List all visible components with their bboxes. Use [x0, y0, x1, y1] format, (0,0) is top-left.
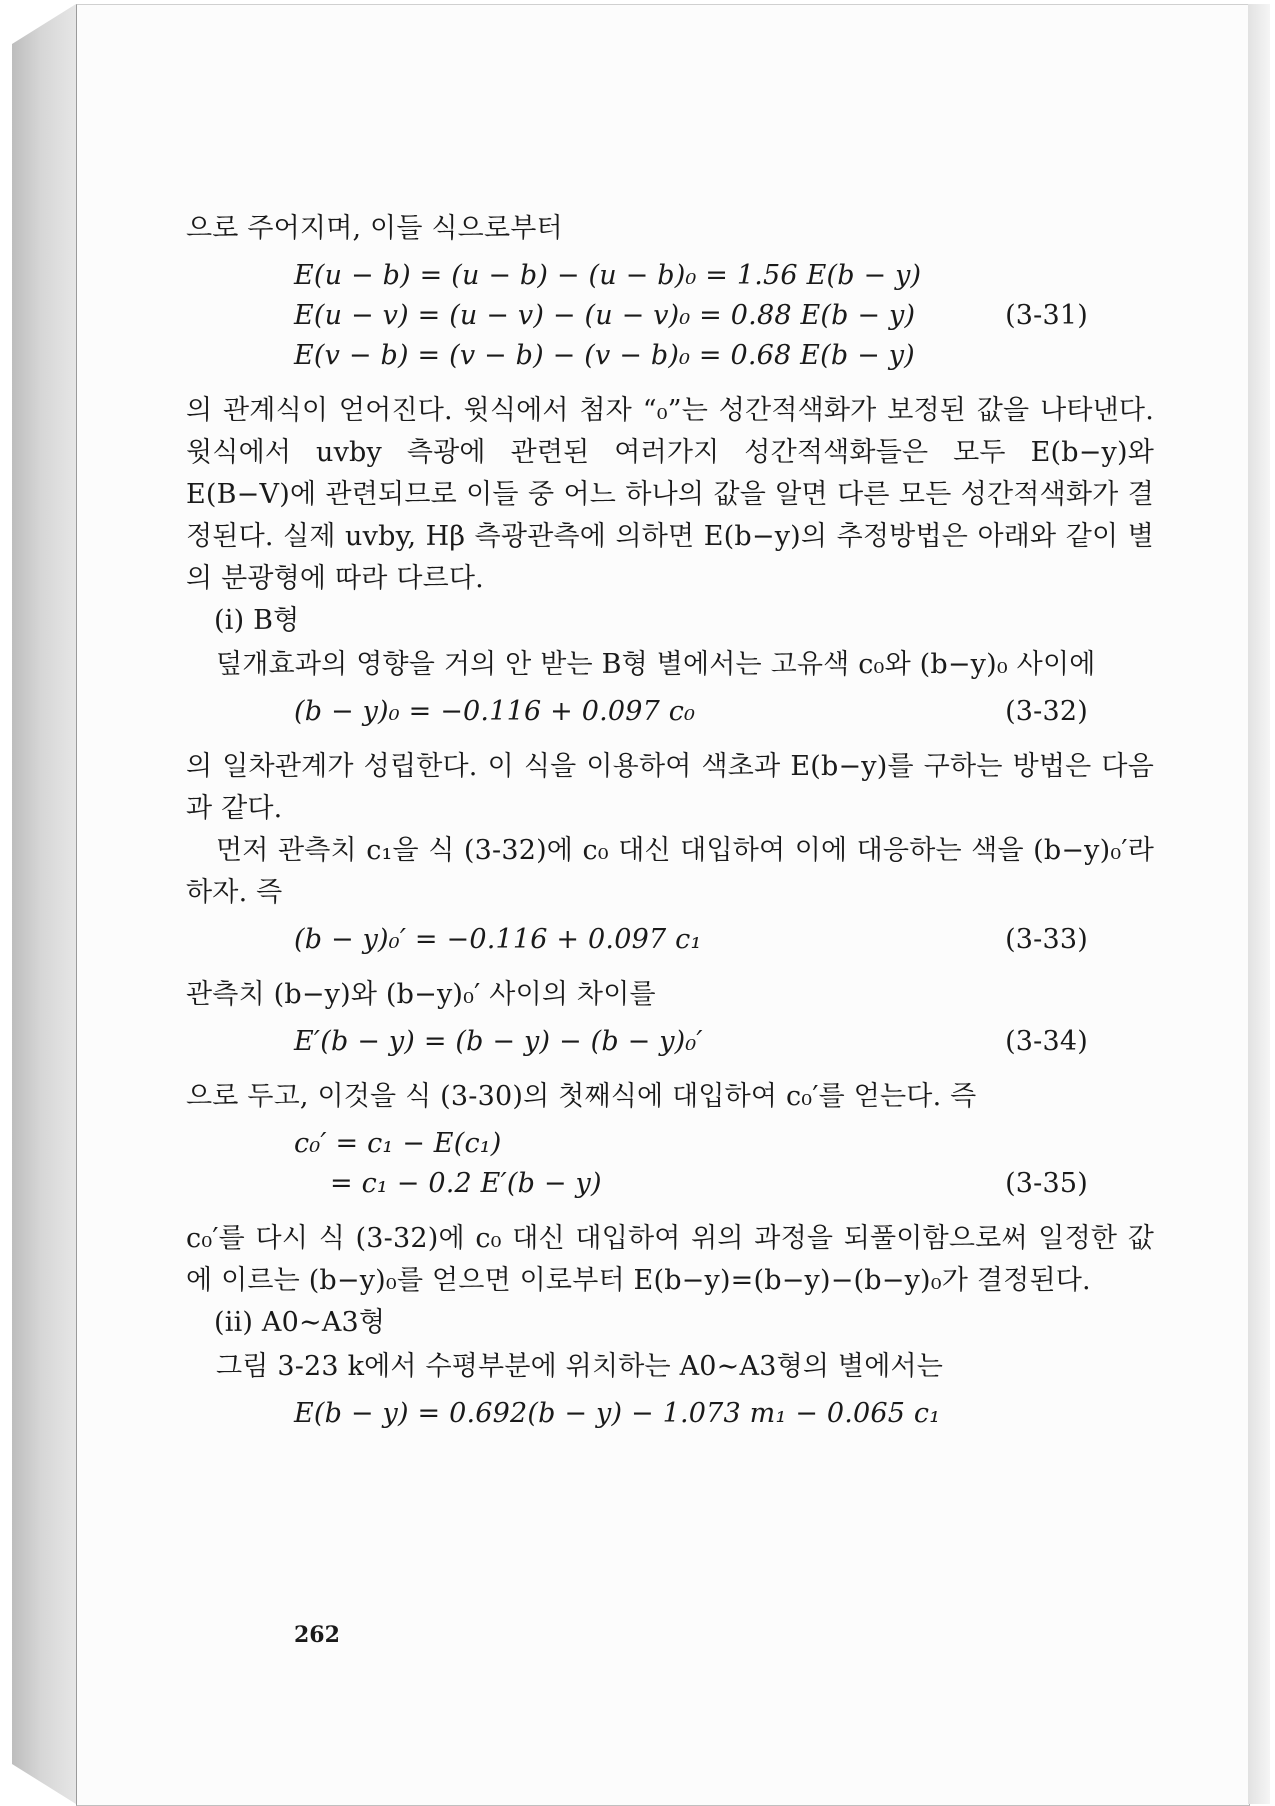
equation-number: (3-34)	[1005, 1026, 1088, 1057]
equation-block	[186, 1022, 1154, 1062]
equation-number: (3-33)	[1005, 924, 1088, 955]
page-edge	[1248, 4, 1270, 1804]
paragraph: 관측치 (b−y)와 (b−y)₀′ 사이의 차이를	[186, 979, 656, 1010]
equation-line	[186, 256, 1154, 296]
equation-block	[186, 1124, 1154, 1204]
equation-line	[186, 1394, 1154, 1434]
paragraph: 으로 두고, 이것을 식 (3-30)의 첫째식에 대입하여 c₀′를 얻는다. 즉	[186, 1081, 977, 1112]
paragraph: 덮개효과의 영향을 거의 안 받는 B형 별에서는 고유색 c₀와 (b−y)₀ 사이에	[216, 649, 1096, 680]
book-spine	[12, 4, 76, 1804]
equation-line	[186, 296, 1154, 336]
equation-text: E(u − b) = (u − b) − (u − b)₀ = 1.56 E(b − y)	[294, 260, 922, 291]
paragraph: 의 관계식이 얻어진다. 윗식에서 첨자 “₀”는 성간적색화가 보정된 값을 나타낸다. 윗식에서 uvby 측광에 관련된 여러가지 성간적색화들은 모두 E(b−y)와 E(B−V)에 관련되므로 이들 중 어느 하나의 값을 알면 다른 모든 성간적색화가 결정된다. 실제 uvby, Hβ 측광관측에 의하면 E(b−y)의 추정방법은 아래와 같이 별의 분광형에 따라 다르다.	[186, 395, 1154, 594]
equation-block	[186, 256, 1154, 376]
equation-block	[186, 692, 1154, 732]
page-number: 262	[294, 1622, 340, 1648]
paragraph: 먼저 관측치 c₁을 식 (3-32)에 c₀ 대신 대입하여 이에 대응하는 색을 (b−y)₀′라 하자. 즉	[186, 835, 1154, 908]
equation-text: (b − y)₀ = −0.116 + 0.097 c₀	[294, 696, 696, 727]
equation-text: E(v − b) = (v − b) − (v − b)₀ = 0.68 E(b − y)	[294, 340, 915, 371]
equation-line	[186, 692, 1154, 732]
equation-line	[186, 920, 1154, 960]
equation-block	[186, 1394, 1154, 1434]
equation-number: (3-31)	[1005, 300, 1088, 331]
equation-line	[186, 1164, 1154, 1204]
equation-number: (3-32)	[1005, 696, 1088, 727]
equation-line	[186, 1124, 1154, 1164]
equation-line	[186, 1022, 1154, 1062]
equation-text: E(b − y) = 0.692(b − y) − 1.073 m₁ − 0.065 c₁	[294, 1398, 941, 1429]
equation-number: (3-35)	[1005, 1168, 1088, 1199]
equation-line	[186, 336, 1154, 376]
section-heading: (ii) A0∼A3형	[214, 1307, 386, 1338]
paragraph: c₀′를 다시 식 (3-32)에 c₀ 대신 대입하여 위의 과정을 되풀이함으로써 일정한 값에 이르는 (b−y)₀를 얻으면 이로부터 E(b−y)=(b−y)−(b−y)₀가 결정된다.	[186, 1223, 1154, 1296]
equation-text: = c₁ − 0.2 E′(b − y)	[330, 1168, 602, 1199]
page-content	[186, 208, 1154, 1448]
paragraph: 그림 3-23 k에서 수평부분에 위치하는 A0∼A3형의 별에서는	[216, 1351, 944, 1382]
paragraph: 의 일차관계가 성립한다. 이 식을 이용하여 색초과 E(b−y)를 구하는 방법은 다음과 같다.	[186, 751, 1154, 824]
equation-text: c₀′ = c₁ − E(c₁)	[294, 1128, 502, 1159]
equation-text: E′(b − y) = (b − y) − (b − y)₀′	[294, 1026, 703, 1057]
paragraph: 으로 주어지며, 이들 식으로부터	[186, 213, 563, 244]
equation-block	[186, 920, 1154, 960]
equation-text: E(u − v) = (u − v) − (u − v)₀ = 0.88 E(b − y)	[294, 300, 916, 331]
section-heading: (i) B형	[214, 605, 300, 636]
equation-text: (b − y)₀′ = −0.116 + 0.097 c₁	[294, 924, 702, 955]
